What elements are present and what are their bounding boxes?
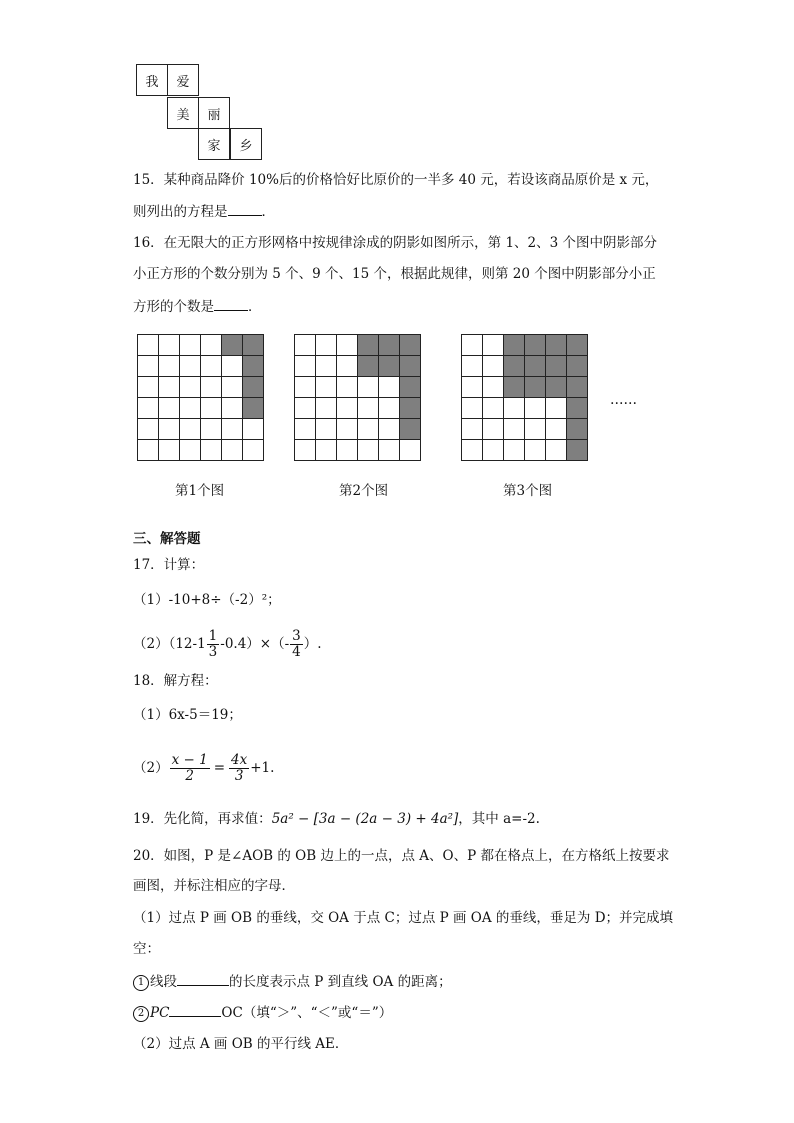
q16-line2: 小正方形的个数分别为 5 个、9 个、15 个，根据此规律，则第 20 个图中阴影部分小正 [133,266,656,282]
figure-caption-1: 第1个图 [175,483,225,499]
shaded-cell [379,335,400,356]
grid-cell [222,398,243,419]
q18-part2 [133,748,274,788]
shaded-cell [358,356,379,377]
grid-cell [504,440,525,461]
grid-cell [483,377,504,398]
shaded-cell [525,377,546,398]
q20-fill2 [133,1002,392,1023]
grid-cell [462,377,483,398]
fraction-denominator: 2 [185,768,194,784]
grid-cell [159,377,180,398]
shaded-cell [358,335,379,356]
grid-cell [295,440,316,461]
circled-number: 1 [133,975,149,991]
figure-caption-3: 第3个图 [503,483,553,499]
shaded-cell [243,377,264,398]
grid-cell [316,398,337,419]
grid-cell [546,440,567,461]
net-cell: 我 [136,64,168,96]
section-heading: 三、解答题 [133,531,201,547]
grid-cell [222,356,243,377]
grid-cell [201,356,222,377]
q17-p2-pre: （2）（12-1 [133,636,206,652]
q16-end: ． [248,299,262,315]
grid-cell [243,419,264,440]
grid-cell [358,419,379,440]
grid-cell [379,440,400,461]
shaded-cell [567,419,588,440]
grid-cell [295,356,316,377]
q15-line1: 15．某种商品降价 10%后的价格恰好比原价的一半多 40 元，若设该商品原价是 x 元， [133,172,659,188]
grid-cell [546,419,567,440]
grid-cell [316,335,337,356]
grid-cell [180,440,201,461]
fraction-numerator: 3 [292,628,301,644]
net-cell: 乡 [230,128,262,160]
grid-cell [462,440,483,461]
fill2-post: OC（填“＞”、“＜”或“＝”） [221,1005,393,1021]
fraction-denominator: 3 [234,768,244,784]
fraction-numerator: x − 1 [171,752,208,768]
grid-cell [138,377,159,398]
shaded-cell [546,356,567,377]
shaded-cell [222,335,243,356]
ellipsis: …… [610,392,637,408]
grid-cell [483,398,504,419]
grid-cell [159,419,180,440]
grid-cell [337,335,358,356]
fraction-denominator: 3 [208,644,218,660]
net-cell: 美 [167,97,199,129]
grid-cell [201,377,222,398]
grid-cell [337,440,358,461]
grid-cell [316,419,337,440]
grid-cell [222,419,243,440]
grid-cell [201,419,222,440]
grid-cell [337,356,358,377]
grid-cell [180,335,201,356]
grid-cell [337,377,358,398]
q17-p2-post: ）. [303,636,322,652]
q18-p2-post: +1. [250,760,275,776]
q15-line2 [133,201,275,222]
shaded-cell [525,335,546,356]
shaded-cell [243,356,264,377]
grid-cell [295,335,316,356]
shaded-cell [400,419,421,440]
q19-post: ，其中 a=-2. [458,811,540,827]
grid-cell [504,419,525,440]
grid-cell [358,440,379,461]
figure-caption-2: 第2个图 [339,483,389,499]
grid-cell [138,335,159,356]
fraction-denominator: 4 [292,644,301,660]
shaded-cell [400,398,421,419]
grid-cell [180,356,201,377]
grid-cell [138,440,159,461]
q18-part1: （1）6x-5＝19； [133,707,242,723]
shaded-cell [504,335,525,356]
grid-cell [525,398,546,419]
grid-cell [222,377,243,398]
q16-line3 [133,296,262,317]
grid-cell [295,377,316,398]
q19-expression: 5a² − [3a − (2a − 3) + 4a²] [271,811,459,827]
q20-fill1 [133,971,452,992]
q16-line1: 16．在无限大的正方形网格中按规律涂成的阴影如图所示，第 1、2、3 个图中阴影部分 [133,235,658,251]
fill1-post: 的长度表示点 P 到直线 OA 的距离； [229,974,452,990]
shaded-cell [379,356,400,377]
grid-cell [379,398,400,419]
shaded-cell [546,335,567,356]
shaded-cell [567,440,588,461]
q17-part2 [133,624,322,664]
fill2-pre: PC [150,1005,170,1021]
fraction-three-quarters [290,629,303,660]
grid-cell [337,419,358,440]
q20-line4: 空： [133,941,160,957]
grid-cell [483,356,504,377]
pattern-grid-2 [294,334,421,461]
q20-line1: 20．如图，P 是∠AOB 的 OB 边上的一点，点 A、O、P 都在格点上，在方格纸上按要求 [133,848,670,864]
grid-cell [546,398,567,419]
grid-cell [243,440,264,461]
grid-cell [159,335,180,356]
net-cell: 丽 [198,97,230,129]
fraction-left [170,753,210,784]
grid-cell [337,398,358,419]
grid-cell [462,419,483,440]
grid-cell [159,398,180,419]
answer-blank [228,201,262,216]
shaded-cell [525,356,546,377]
grid-cell [138,419,159,440]
fraction-numerator: 4x [231,752,248,768]
grid-cell [483,335,504,356]
answer-blank [177,971,229,986]
fill1-pre: 线段 [150,974,177,990]
grid-cell [483,440,504,461]
shaded-cell [243,335,264,356]
grid-cell [138,356,159,377]
grid-cell [222,440,243,461]
grid-cell [180,419,201,440]
grid-cell [159,356,180,377]
shaded-cell [567,356,588,377]
grid-cell [316,356,337,377]
q15-end: ． [261,204,275,220]
grid-cell [159,440,180,461]
grid-cell [201,335,222,356]
grid-cell [180,398,201,419]
q20-line2: 画图，并标注相应的字母． [133,878,295,894]
shaded-cell [567,398,588,419]
grid-cell [201,398,222,419]
grid-cell [525,419,546,440]
grid-cell [504,398,525,419]
grid-cell [358,398,379,419]
shaded-cell [504,356,525,377]
q17-part1: （1）-10+8÷（-2）²； [133,592,281,608]
shaded-cell [243,398,264,419]
grid-cell [462,398,483,419]
grid-cell [462,356,483,377]
net-cell: 爱 [167,64,199,96]
q20-line5: （2）过点 A 画 OB 的平行线 AE． [133,1036,349,1052]
fraction-numerator: 1 [208,628,218,644]
shaded-cell [504,377,525,398]
shaded-cell [546,377,567,398]
q18-equals: = [213,760,226,776]
grid-cell [483,419,504,440]
q18-title: 18．解方程： [133,673,218,689]
fraction-right [229,753,249,784]
grid-cell [525,440,546,461]
grid-cell [358,377,379,398]
shaded-cell [567,377,588,398]
grid-cell [138,398,159,419]
q17-p2-mid: -0.4）×（- [220,636,290,652]
shaded-cell [567,335,588,356]
grid-cell [180,377,201,398]
shaded-cell [400,335,421,356]
pattern-grid-3 [461,334,588,461]
q20-line3: （1）过点 P 画 OB 的垂线，交 OA 于点 C；过点 P 画 OA 的垂线，垂足为 D；并完成填 [133,910,674,926]
grid-cell [379,419,400,440]
net-cell: 家 [198,128,230,160]
grid-cell [462,335,483,356]
q17-title: 17．计算： [133,557,205,573]
pattern-grid-1 [137,334,264,461]
grid-cell [400,440,421,461]
shaded-cell [400,377,421,398]
q18-p2-pre: （2） [133,760,169,776]
shaded-cell [400,356,421,377]
answer-blank [169,1002,221,1017]
grid-cell [295,398,316,419]
grid-cell [316,377,337,398]
circled-number: 2 [133,1006,149,1022]
grid-cell [295,419,316,440]
q16-text: 方形的个数是 [133,299,214,315]
q19-line [133,809,540,829]
q19-pre: 19．先化简，再求值： [133,811,272,827]
q15-text: 则列出的方程是 [133,204,228,220]
grid-cell [316,440,337,461]
grid-cell [201,440,222,461]
grid-cell [379,377,400,398]
answer-blank [214,296,248,311]
fraction-one-third [207,629,220,660]
